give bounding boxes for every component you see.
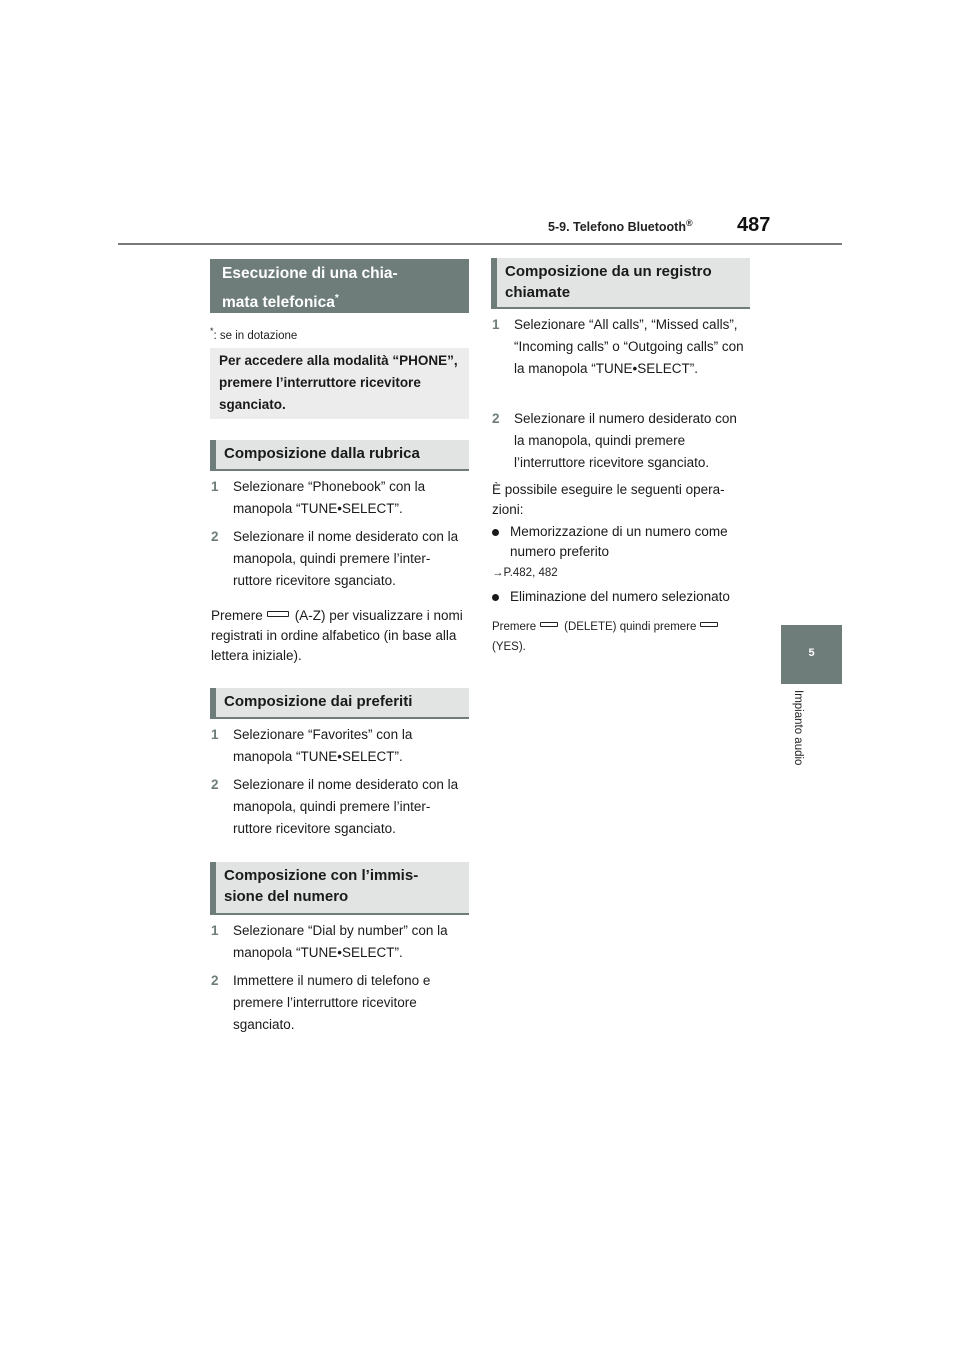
chapter-number: 5 xyxy=(808,647,815,659)
chapter-label: Impianto audio xyxy=(792,690,804,766)
heading-call-log: Composizione da un registro chiamate xyxy=(491,258,750,309)
page-reference[interactable]: →P.482, 482 xyxy=(492,567,558,579)
footnote: *: se in dotazione xyxy=(210,326,298,342)
step-dial-2: 2 Immettere il numero di telefono e premere l’interruttore ricevitore sganciato. xyxy=(211,973,431,1032)
phonebook-note: Premere (A-Z) per visualizzare i nomi registrati in ordine alfabetico (in base alla lettera iniziale). xyxy=(211,608,463,663)
step-phonebook-2: 2 Selezionare il nome desiderato con la manopola, quindi premere l’inter-ruttore ricevitore sganciato. xyxy=(211,529,459,588)
operations-intro: È possibile eseguire le seguenti opera-zioni: xyxy=(492,482,725,517)
delete-instructions: Premere (DELETE) quindi premere (YES). xyxy=(492,617,750,657)
bullet-icon xyxy=(492,529,499,536)
heading-phonebook: Composizione dalla rubrica xyxy=(210,440,469,471)
button-icon xyxy=(700,622,718,627)
section-title: 5-9. Telefono Bluetooth® xyxy=(548,218,693,235)
note-box: Per accedere alla modalità “PHONE”, premere l’interruttore ricevitore sganciato. xyxy=(210,348,469,419)
bullet-delete: Eliminazione del numero selezionato xyxy=(492,587,754,607)
step-favorites-1: 1 Selezionare “Favorites” con la manopola “TUNE•SELECT”. xyxy=(211,727,413,764)
button-icon xyxy=(540,622,558,627)
step-favorites-2: 2 Selezionare il nome desiderato con la manopola, quindi premere l’inter-ruttore ricevitore sganciato. xyxy=(211,777,459,836)
main-heading: Esecuzione di una chia- mata telefonica* xyxy=(210,259,469,313)
page-number: 487 xyxy=(737,214,771,236)
button-icon xyxy=(267,611,289,617)
heading-dial: Composizione con l’immis- sione del numero xyxy=(210,862,469,915)
heading-favorites: Composizione dai preferiti xyxy=(210,688,469,719)
step-log-2: 2 Selezionare il numero desiderato con la manopola, quindi premere l’interruttore ricevitore sganciato. xyxy=(492,411,737,470)
header-rule xyxy=(118,243,842,245)
step-dial-1: 1 Selezionare “Dial by number” con la manopola “TUNE•SELECT”. xyxy=(211,923,448,960)
step-phonebook-1: 1 Selezionare “Phonebook” con la manopola “TUNE•SELECT”. xyxy=(211,479,426,516)
bullet-icon xyxy=(492,594,499,601)
bullet-favorite: Memorizzazione di un numero come numero preferito xyxy=(492,522,750,562)
step-log-1: 1 Selezionare “All calls”, “Missed calls”, “Incoming calls” o “Outgoing calls” con la manopola “TUNE•SELECT”. xyxy=(492,317,744,376)
